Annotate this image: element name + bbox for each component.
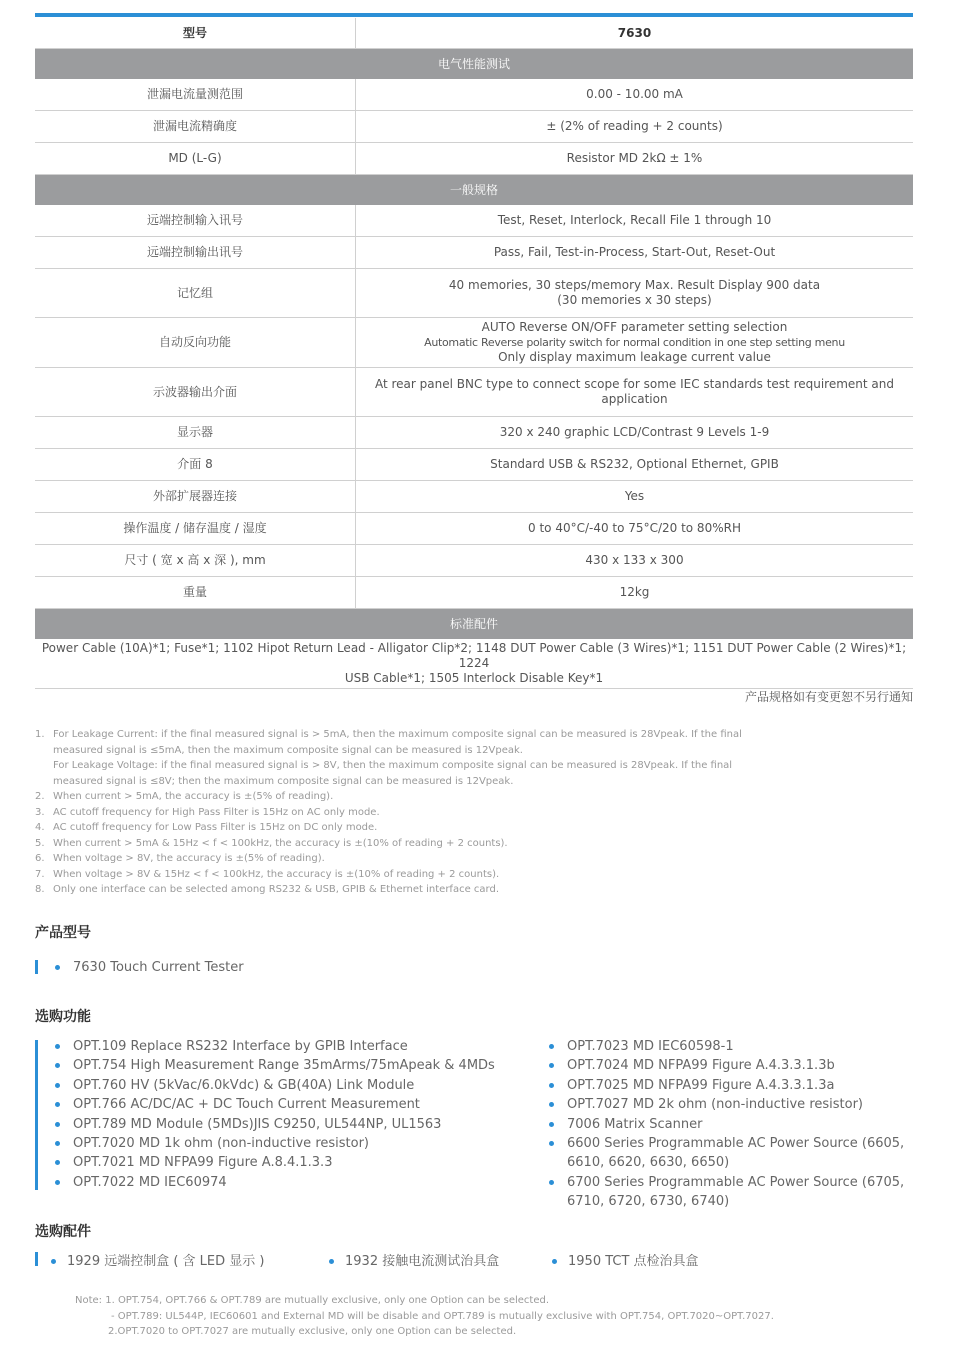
footnote-line: When current > 5mA, the accuracy is ±(5% of reading). <box>53 791 334 802</box>
list-item: OPT.7020 MD 1k ohm (non-inductive resistor) <box>53 1134 523 1153</box>
section-row-electrical <box>35 49 913 80</box>
list-item: OPT.7021 MD NFPA99 Figure A.8.4.1.3.3 <box>53 1153 523 1172</box>
table-row <box>35 318 913 368</box>
accent-bar <box>35 1040 38 1190</box>
item-line: 6600 Series Programmable AC Power Source (6605, <box>567 1136 905 1152</box>
list-item <box>547 1173 917 1212</box>
footnote-line: AC cutoff frequency for High Pass Filter is 15Hz on AC only mode. <box>53 806 380 818</box>
row-value: Resistor MD 2kΩ ± 1% <box>356 143 914 175</box>
footnote-item <box>35 727 855 789</box>
row-label: 示波器输出介面 <box>35 368 356 417</box>
footnote-line: Only one interface can be selected among RS232 & USB, GPIB & Ethernet interface card. <box>53 884 500 895</box>
item-line: 6710, 6720, 6730, 6740) <box>567 1194 730 1210</box>
note-line: Note: 1. OPT.754, OPT.766 & OPT.789 are mutually exclusive, only one Option can be selected. <box>75 1295 549 1306</box>
row-value: 430 x 133 x 300 <box>356 545 914 577</box>
list-item: OPT.7024 MD NFPA99 Figure A.4.3.3.1.3b <box>547 1056 917 1075</box>
value-line: USB Cable*1; 1505 Interlock Disable Key*1 <box>344 671 604 685</box>
row-label: 操作温度 / 储存温度 / 湿度 <box>35 513 356 545</box>
footnote-item <box>35 820 855 836</box>
model-value: 7630 <box>356 18 914 49</box>
footnote-number: 6. <box>35 853 45 864</box>
table-row <box>35 417 913 449</box>
footnote-line: When current > 5mA & 15Hz < f < 100kHz, the accuracy is ±(10% of reading + 2 counts). <box>53 837 508 849</box>
accessories-value <box>35 639 913 689</box>
row-value: Pass, Fail, Test-in-Process, Start-Out, Reset-Out <box>356 237 914 269</box>
section-title: 电气性能测试 <box>35 49 913 80</box>
options-list-right <box>547 1037 917 1212</box>
footnote-number: 5. <box>35 837 45 849</box>
footnote-item <box>35 882 855 898</box>
table-row <box>35 269 913 318</box>
note-line: 2.OPT.7020 to OPT.7027 are mutually exclusive, only one Option can be selected. <box>108 1326 517 1337</box>
note-line: - OPT.789: UL544P, IEC60601 and External MD will be disable and OPT.789 is mutually exclusive with OPT.754, OPT.7020~OPT.7027. <box>111 1310 774 1322</box>
section-row-accessories <box>35 609 913 640</box>
accent-bar <box>35 1252 38 1266</box>
value-line: AUTO Reverse ON/OFF parameter setting selection <box>481 320 788 334</box>
footnote-number: 1. <box>35 729 45 740</box>
table-row <box>35 79 913 111</box>
list-item: OPT.7025 MD NFPA99 Figure A.4.3.3.1.3a <box>547 1076 917 1095</box>
footnote-item <box>35 851 855 867</box>
row-label: MD (L-G) <box>35 143 356 175</box>
row-label: 记忆组 <box>35 269 356 318</box>
value-line: Automatic Reverse polarity switch for normal condition in one step setting menu <box>424 336 845 349</box>
row-label: 泄漏电流精确度 <box>35 111 356 143</box>
row-value: Test, Reset, Interlock, Recall File 1 through 10 <box>356 205 914 237</box>
spec-table <box>35 18 913 689</box>
value-line: (30 memories x 30 steps) <box>557 293 712 307</box>
value-line: Power Cable (10A)*1; Fuse*1; 1102 Hipot Return Lead - Alligator Clip*2; 1148 DUT Power Cable (3 Wires)*1; 1151 DUT Power Cable (2 Wires)*1; 1224 <box>41 641 907 670</box>
table-row <box>35 449 913 481</box>
row-label: 外部扩展器连接 <box>35 481 356 513</box>
footnote-number: 2. <box>35 791 45 802</box>
table-row <box>35 577 913 609</box>
table-header-row <box>35 18 913 49</box>
row-label: 重量 <box>35 577 356 609</box>
list-item: OPT.109 Replace RS232 Interface by GPIB Interface <box>53 1037 523 1056</box>
footnote-number: 3. <box>35 806 45 818</box>
item-line: 6610, 6620, 6630, 6650) <box>567 1155 730 1171</box>
footnote-line: For Leakage Current: if the final measured signal is > 5mA, then the maximum composite signal can be measured is 28Vpeak. If the final <box>53 729 742 740</box>
row-value: 0 to 40°C/-40 to 75°C/20 to 80%RH <box>356 513 914 545</box>
table-row <box>35 545 913 577</box>
row-label: 介面 8 <box>35 449 356 481</box>
value-line: At rear panel BNC type to connect scope for some IEC standards test requirement and <box>374 377 895 391</box>
row-value <box>356 368 914 417</box>
footnote-line: AC cutoff frequency for Low Pass Filter is 15Hz on DC only mode. <box>53 822 378 833</box>
list-item <box>547 1134 917 1173</box>
row-label: 显示器 <box>35 417 356 449</box>
row-label: 泄漏电流量测范围 <box>35 79 356 111</box>
accessory-item: 1950 TCT 点检治具盒 <box>552 1250 699 1269</box>
footnote-line: When voltage > 8V & 15Hz < f < 100kHz, the accuracy is ±(10% of reading + 2 counts). <box>53 868 500 880</box>
footnote-line: When voltage > 8V, the accuracy is ±(5% of reading). <box>53 853 325 864</box>
item-line: 6700 Series Programmable AC Power Source (6705, <box>567 1174 905 1190</box>
list-item: OPT.7027 MD 2k ohm (non-inductive resistor) <box>547 1095 917 1114</box>
table-row <box>35 481 913 513</box>
footnote-item <box>35 867 855 883</box>
section-title: 标准配件 <box>35 609 913 640</box>
options-list-left <box>53 1037 523 1192</box>
footnote-item <box>35 805 855 821</box>
row-label: 尺寸 ( 宽 x 高 x 深 ), mm <box>35 545 356 577</box>
row-value: Yes <box>356 481 914 513</box>
section-title: 一般规格 <box>35 175 913 206</box>
table-row <box>35 368 913 417</box>
row-value: 0.00 - 10.00 mA <box>356 79 914 111</box>
footnote-number: 8. <box>35 884 45 895</box>
row-value: 320 x 240 graphic LCD/Contrast 9 Levels 1-9 <box>356 417 914 449</box>
footnote-line: measured signal is ≤8V; then the maximum composite signal can be measured is 12Vpeak. <box>53 775 514 787</box>
options-heading: 选购功能 <box>35 1009 91 1025</box>
footnote-number: 4. <box>35 822 45 833</box>
row-label: 自动反向功能 <box>35 318 356 368</box>
footnotes-list <box>35 727 855 898</box>
list-item: OPT.7023 MD IEC60598-1 <box>547 1037 917 1056</box>
list-item: OPT.789 MD Module (5MDs)JIS C9250, UL544NP, UL1563 <box>53 1115 523 1134</box>
table-row <box>35 237 913 269</box>
footnote-line: measured signal is ≤5mA, then the maximum composite signal can be measured is 12Vpeak. <box>53 744 523 756</box>
optional-accessories-heading: 选购配件 <box>35 1224 91 1240</box>
row-value: Standard USB & RS232, Optional Ethernet, GPIB <box>356 449 914 481</box>
list-item: 7006 Matrix Scanner <box>547 1115 917 1134</box>
footnote-number: 7. <box>35 868 45 880</box>
footnote-item <box>35 789 855 805</box>
list-item: OPT.754 High Measurement Range 35mArms/75mApeak & 4MDs <box>53 1056 523 1075</box>
value-line: application <box>601 392 668 406</box>
table-row <box>35 143 913 175</box>
list-item: 7630 Touch Current Tester <box>53 958 244 977</box>
footnote-item <box>35 836 855 852</box>
row-value: ± (2% of reading + 2 counts) <box>356 111 914 143</box>
row-value <box>356 318 914 368</box>
list-item: OPT.7022 MD IEC60974 <box>53 1173 523 1192</box>
list-item: OPT.760 HV (5kVac/6.0kVdc) & GB(40A) Link Module <box>53 1076 523 1095</box>
model-label: 型号 <box>35 18 356 49</box>
row-value: 12kg <box>356 577 914 609</box>
value-line: Only display maximum leakage current value <box>498 350 771 364</box>
table-row <box>35 513 913 545</box>
accessory-item: 1929 远端控制盒 ( 含 LED 显示 ) <box>51 1250 265 1269</box>
table-row <box>35 205 913 237</box>
table-row <box>35 111 913 143</box>
options-note <box>75 1293 774 1340</box>
accessories-row <box>35 639 913 689</box>
list-item: OPT.766 AC/DC/AC + DC Touch Current Measurement <box>53 1095 523 1114</box>
product-model-list <box>53 958 244 977</box>
accent-bar <box>35 960 38 974</box>
product-model-heading: 产品型号 <box>35 925 91 941</box>
row-label: 远端控制输出讯号 <box>35 237 356 269</box>
footnote-line: For Leakage Voltage: if the final measured signal is > 8V, then the maximum composite signal can be measured is 28Vpeak. If the final <box>53 760 733 771</box>
value-line: 40 memories, 30 steps/memory Max. Result Display 900 data <box>448 278 821 292</box>
row-label: 远端控制输入讯号 <box>35 205 356 237</box>
section-row-general <box>35 175 913 206</box>
spec-change-disclaimer: 产品规格如有变更恕不另行通知 <box>744 690 913 704</box>
row-value <box>356 269 914 318</box>
accessory-item: 1932 接触电流测试治具盒 <box>329 1250 499 1269</box>
top-accent-bar <box>35 13 913 17</box>
